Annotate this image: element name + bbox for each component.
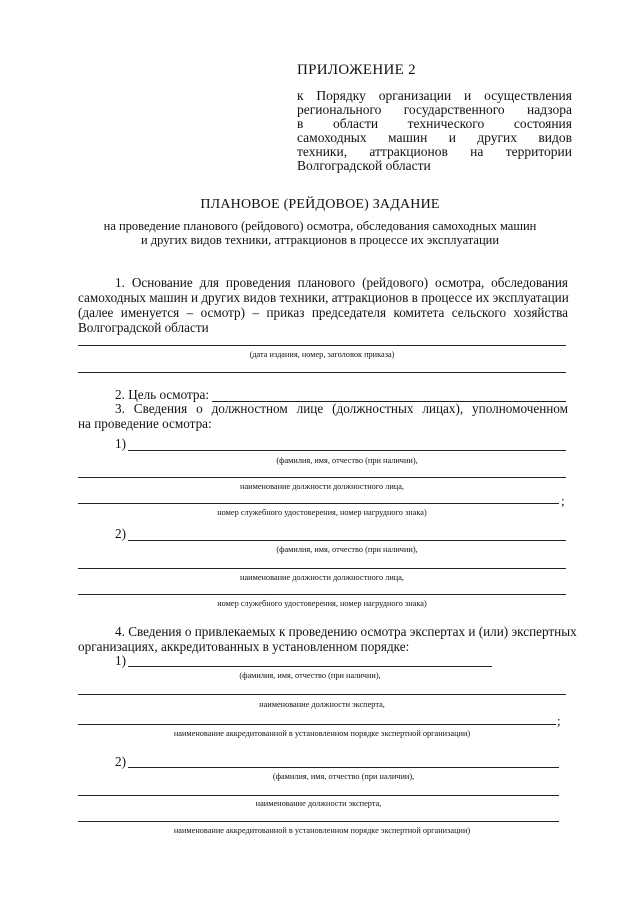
expert-position-field[interactable] — [78, 694, 566, 695]
official-position-caption: наименование должности должностного лица, — [240, 573, 404, 582]
appendix-line: регионального государственного надзора — [297, 102, 572, 117]
order-details-field[interactable] — [78, 345, 566, 346]
appendix-line: в области технического состояния — [297, 116, 572, 131]
official-id-caption: номер служебного удостоверения, номер нагрудного знака) — [217, 508, 427, 517]
expert-entry-number: 2) — [115, 754, 126, 769]
official-name-field[interactable] — [128, 450, 566, 451]
expert-name-field[interactable] — [128, 666, 492, 667]
section2-label: 2. Цель осмотра: — [115, 387, 210, 402]
official-entry-number: 1) — [115, 436, 126, 451]
document-subtitle: и других видов техники, аттракционов в процессе их эксплуатации — [140, 233, 500, 247]
appendix-line: самоходных машин и других видов — [297, 130, 572, 145]
section3-line: 3. Сведения о должностном лице (должностных лицах), уполномоченном — [115, 401, 568, 416]
appendix-line: Волгоградской области — [297, 158, 431, 173]
order-details-caption: (дата издания, номер, заголовок приказа) — [249, 350, 395, 359]
section1-line: Волгоградской области — [78, 320, 209, 335]
entry-terminator: ; — [561, 493, 565, 508]
official-id-field[interactable] — [78, 503, 559, 504]
appendix-title: ПРИЛОЖЕНИЕ 2 — [297, 62, 416, 78]
order-details-field-2[interactable] — [78, 372, 566, 373]
official-id-field[interactable] — [78, 594, 566, 595]
appendix-line: к Порядку организации и осуществления — [297, 88, 572, 103]
official-name-caption: (фамилия, имя, отчество (при наличии), — [276, 456, 418, 465]
official-position-field[interactable] — [78, 568, 566, 569]
expert-org-field[interactable] — [78, 821, 559, 822]
section1-line: самоходных машин и других видов техники, аттракционов в процессе их эксплуатации — [78, 290, 569, 305]
expert-position-caption: наименование должности эксперта, — [255, 799, 382, 808]
expert-name-caption: (фамилия, имя, отчество (при наличии), — [272, 772, 415, 781]
expert-position-field[interactable] — [78, 795, 559, 796]
expert-org-caption: наименование аккредитованной в установленном порядке экспертной организации) — [173, 729, 471, 738]
document-title: ПЛАНОВОЕ (РЕЙДОВОЕ) ЗАДАНИЕ — [200, 197, 440, 212]
official-name-caption: (фамилия, имя, отчество (при наличии), — [276, 545, 418, 554]
expert-position-caption: наименование должности эксперта, — [259, 700, 385, 709]
expert-name-field[interactable] — [128, 767, 559, 768]
section1-line: 1. Основание для проведения планового (рейдового) осмотра, обследования — [115, 275, 568, 290]
section4-line: 4. Сведения о привлекаемых к проведению осмотра экспертах и (или) экспертных — [115, 624, 577, 639]
expert-entry-number: 1) — [115, 653, 126, 668]
official-position-caption: наименование должности должностного лица, — [240, 482, 404, 491]
entry-terminator: ; — [557, 713, 561, 728]
expert-org-field[interactable] — [78, 724, 556, 725]
appendix-line: техники, аттракционов на территории — [297, 144, 572, 159]
section3-line: на проведение осмотра: — [78, 416, 212, 431]
official-name-field[interactable] — [128, 540, 566, 541]
section4-line: организациях, аккредитованных в установленном порядке: — [78, 639, 410, 654]
official-position-field[interactable] — [78, 477, 566, 478]
expert-org-caption: наименование аккредитованной в установленном порядке экспертной организации) — [173, 826, 471, 835]
official-id-caption: номер служебного удостоверения, номер нагрудного знака) — [217, 599, 427, 608]
document-subtitle: на проведение планового (рейдового) осмотра, обследования самоходных машин — [103, 219, 537, 233]
section1-line: (далее именуется – осмотр) – приказ председателя комитета сельского хозяйства — [78, 305, 568, 320]
expert-name-caption: (фамилия, имя, отчество (при наличии), — [239, 671, 381, 680]
official-entry-number: 2) — [115, 526, 126, 541]
